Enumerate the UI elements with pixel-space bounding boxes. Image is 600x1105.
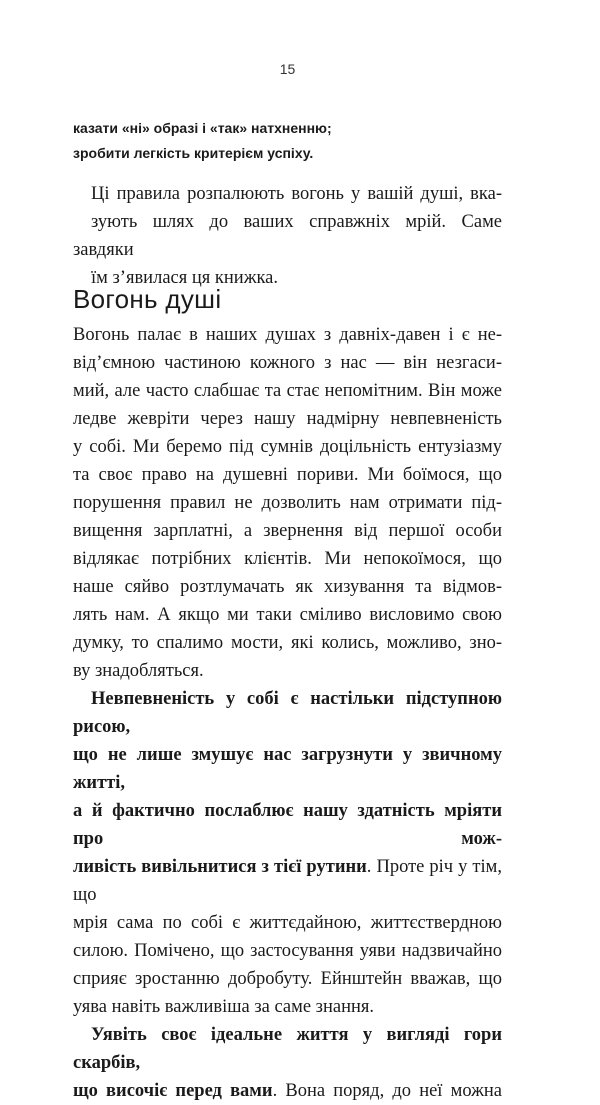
paragraph-3 [73,1021,502,1105]
text-line: Ці правила розпалюють вогонь у вашій душі, вка- [91,184,502,204]
bold-text: Уявіть своє ідеальне життя у вигляді гори скарбів, [73,1025,502,1073]
section-heading: Вогонь душі [73,284,222,314]
text-line: думку, то спалимо мости, які колись, можливо, зно- [73,633,502,653]
text-line: мий, але часто слабшає та стає непомітним. Він може [73,381,502,401]
text-line: лять нам. А якщо ми таки сміливо висловимо свою [73,605,502,625]
text-line [73,741,502,797]
text-line: у собі. Ми беремо під сумнів доцільність ентузіазму [73,437,502,457]
bold-text: а й фактично послаблює нашу здатність мріяти про мож- [73,801,502,849]
text-line: порушення правил не дозволить нам отримати під- [73,493,502,513]
text-line: зують шлях до ваших справжніх мрій. Саме завдяки [73,212,502,260]
bold-text: що не лише змушує нас загрузнути у звичному житті, [73,745,502,793]
paragraph-1 [73,321,502,685]
text-line [73,1021,502,1077]
text-line [73,853,502,909]
bold-text: Невпевненість у собі є настільки підступною рисою, [73,689,502,737]
text-line: уява навіть важливіша за саме знання. [73,997,375,1017]
text-line [73,1077,502,1105]
paragraph-2 [73,685,502,1021]
text-line [73,685,502,741]
text-line: від’ємною частиною кожного з нас — він незгаси- [73,353,502,373]
text-line [73,797,502,853]
rule-item: зробити легкість критерієм успіху. [73,145,314,161]
text-line: їм з’явилася ця книжка. [91,268,279,288]
plain-text: . Вона поряд, до неї можна [272,1081,503,1101]
text-line: ледве жевріти через нашу надмірну невпевненість [73,409,502,429]
text-line: та своє право на душевні пориви. Ми боїмося, що [73,465,502,485]
text-line: наше сяйво розтлумачать як хизування та відмов- [73,577,502,597]
intro-paragraph [73,180,502,292]
page-number: 15 [279,61,296,77]
text-line: ву знадобляться. [73,661,204,681]
text-line: відлякає потрібних клієнтів. Ми непокоїмося, що [73,549,502,569]
bold-text: що височіє перед вами [73,1081,273,1101]
rule-item: казати «ні» образі і «так» натхненню; [73,120,332,136]
text-line: Вогонь палає в наших душах з давніх-давен і є не- [73,325,502,345]
rules-list [73,116,502,166]
plain-text: . Проте річ у тім, що [73,857,502,905]
text-line: силою. Помічено, що застосування уяви надзвичайно [73,941,502,961]
text-line: вищення зарплатні, а звернення від першої особи [73,521,502,541]
section-body [73,321,502,1105]
text-line: мрія сама по собі є життєдайною, життєствердною [73,913,502,933]
bold-text: ливість вивільнитися з тієї рутини [73,857,367,877]
text-line: сприяє зростанню добробуту. Ейнштейн вважав, що [73,969,502,989]
